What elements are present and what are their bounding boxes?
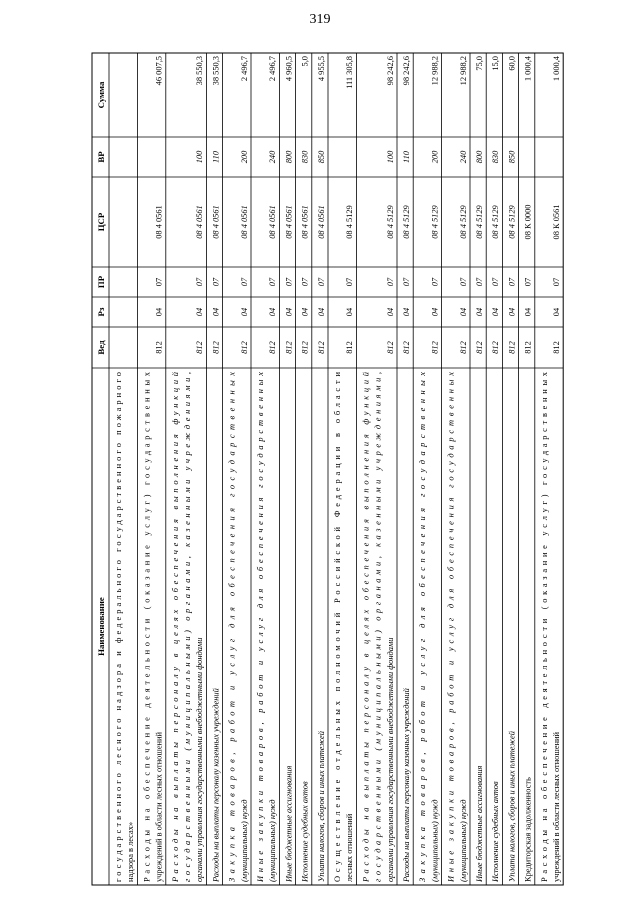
row-ved: 812 (154, 341, 164, 354)
row-pr: 07 (154, 277, 164, 287)
row-sum: 2 496,7 (239, 56, 249, 82)
table-row (402, 56, 411, 883)
table-rotated-group (92, 53, 563, 885)
row-sum: 60,0 (507, 56, 517, 71)
table-row (114, 372, 135, 882)
row-sum: 4 960,5 (284, 56, 294, 82)
row-rz: 04 (385, 307, 395, 317)
row-name-text: Расходы на обеспечение деятельности (оказание услуг) государственных (539, 372, 549, 882)
row-name-text: Расходы на выплаты персоналу казенных учреждений (402, 688, 411, 882)
row-name-text: Иные бюджетные ассигнования (475, 765, 484, 882)
column-header-vr: ВР (96, 151, 106, 163)
row-name-text: Исполнение судебных актов (491, 781, 501, 882)
row-rz: 04 (552, 307, 561, 317)
row-vr: 240 (268, 150, 278, 164)
row-ved: 812 (211, 341, 221, 354)
row-csr: 08 4 5129 (507, 205, 517, 239)
row-vr: 110 (402, 151, 411, 163)
column-header-sum: Сумма (96, 81, 106, 109)
row-name-text: государственными (муниципальными) органами, казенными учреждениями, (183, 371, 192, 882)
table-row (507, 56, 516, 882)
row-vr: 240 (458, 150, 468, 164)
row-sum: 1 000,4 (552, 56, 561, 82)
row-csr: 08 К 0561 (552, 204, 561, 240)
row-ved: 812 (345, 341, 355, 354)
row-rz: 04 (491, 307, 501, 317)
row-pr: 07 (284, 277, 294, 287)
row-ved: 812 (316, 341, 326, 354)
row-rz: 04 (475, 307, 484, 317)
row-name-text: Иные закупки товаров, работ и услуг для обеспечения государственных (446, 372, 456, 882)
row-sum: 75,0 (475, 56, 484, 71)
row-pr: 07 (507, 277, 517, 287)
row-sum: 12 988,2 (458, 56, 468, 86)
row-pr: 07 (552, 277, 561, 287)
row-pr: 07 (430, 277, 440, 287)
row-pr: 07 (211, 277, 221, 287)
row-rz: 04 (154, 307, 164, 317)
row-rz: 04 (268, 307, 278, 317)
row-sum: 4 955,5 (316, 56, 326, 82)
row-csr: 08 4 5129 (385, 205, 395, 239)
row-csr: 08 4 0561 (239, 205, 249, 239)
row-name-text: органами управления государственными внебюджетными фондами (195, 637, 205, 882)
row-name-text: Расходы на выплаты персоналу в целях обеспечения выполнения функций (170, 371, 180, 882)
row-pr: 07 (316, 277, 326, 287)
row-pr: 07 (402, 277, 411, 287)
row-name-text: (муниципальных) нужд (430, 799, 440, 882)
row-csr: 08 К 0000 (523, 204, 533, 240)
row-pr: 07 (239, 277, 249, 287)
row-name-text: (муниципальных) нужд (458, 799, 468, 882)
row-pr: 07 (458, 277, 468, 287)
row-csr: 08 4 0561 (300, 205, 310, 239)
table-row (524, 55, 533, 882)
column-header-pr: ПР (96, 275, 106, 289)
column-header-csr: ЦСР (96, 212, 106, 232)
row-csr: 08 4 0561 (268, 205, 278, 239)
row-csr: 08 4 5129 (345, 205, 355, 239)
row-name-text: Уплата налогов, сборов и иных платежей (316, 731, 326, 882)
row-sum: 5,0 (300, 56, 310, 67)
row-csr: 08 4 5129 (491, 205, 501, 239)
row-pr: 07 (475, 277, 484, 287)
table-row (540, 55, 561, 882)
table-row (301, 56, 310, 883)
row-name-text: (муниципальных) нужд (239, 799, 249, 882)
row-ved: 812 (552, 341, 561, 354)
row-sum: 111 305,8 (345, 56, 355, 89)
row-name-text: Кредиторская задолженность (523, 777, 533, 882)
row-sum: 98 242,6 (402, 56, 411, 86)
row-name-text: Закупка товаров, работ и услуг для обеспечения государственных (418, 371, 428, 882)
row-ved: 812 (458, 341, 468, 354)
table-row (475, 56, 484, 883)
row-ved: 812 (430, 341, 440, 354)
row-name-text: надзора в лесах» (126, 821, 136, 882)
row-csr: 08 4 5129 (458, 205, 468, 239)
row-csr: 08 4 0561 (284, 205, 294, 239)
row-name-text: государственного лесного надзора и федерального государственного пожарного (114, 372, 123, 882)
row-name-text: Осуществление отдельных полномочий Российской Федерации в области (333, 372, 342, 882)
row-csr: 08 4 5129 (430, 205, 440, 239)
row-sum: 38 550,3 (211, 56, 221, 86)
row-sum: 2 496,7 (268, 56, 278, 82)
row-rz: 04 (211, 307, 221, 317)
row-vr: 110 (211, 151, 221, 163)
row-ved: 812 (523, 341, 533, 354)
table-row (142, 56, 163, 882)
row-sum: 38 550,3 (195, 56, 205, 86)
row-pr: 07 (491, 277, 501, 287)
row-rz: 04 (430, 307, 440, 317)
table-row (228, 56, 249, 882)
table-row (256, 56, 277, 883)
row-rz: 04 (458, 307, 468, 317)
row-csr: 08 4 0561 (154, 205, 164, 239)
column-header-name: Наименование (96, 597, 106, 656)
row-ved: 812 (195, 341, 205, 354)
row-name-text: Иные закупки товаров, работ и услуг для обеспечения государственных (256, 372, 265, 882)
row-name-text: Расходы на обеспечение деятельности (оказание услуг) государственных (142, 372, 152, 882)
row-name-text: органами управления государственными внебюджетными фондами (385, 637, 395, 882)
table-row (284, 56, 293, 883)
row-name-text: лесных отношений (345, 813, 355, 882)
row-vr: 200 (430, 150, 440, 164)
row-csr: 08 4 0561 (211, 205, 221, 239)
row-ved: 812 (491, 341, 501, 354)
row-rz: 04 (284, 307, 294, 317)
row-sum: 12 988,2 (430, 56, 440, 86)
row-rz: 04 (300, 307, 310, 317)
row-ved: 812 (239, 341, 249, 354)
row-sum: 46 007,5 (154, 56, 164, 86)
row-vr: 850 (507, 150, 517, 164)
page-number: 319 (309, 12, 331, 27)
row-name-text: (муниципальных) нужд (268, 799, 278, 882)
table-row (171, 56, 204, 883)
row-ved: 812 (475, 341, 484, 354)
row-rz: 04 (523, 307, 533, 317)
row-ved: 812 (402, 341, 411, 354)
row-name-text: Расходы на выплаты персоналу в целях обеспечения выполнения функций (361, 371, 371, 882)
table-row (211, 56, 220, 883)
row-csr: 08 4 5129 (402, 205, 411, 239)
table-row (361, 56, 394, 883)
row-csr: 08 4 5129 (475, 205, 484, 239)
row-csr: 08 4 0561 (316, 205, 326, 239)
row-ved: 812 (268, 341, 278, 354)
row-ved: 812 (284, 341, 294, 354)
row-name-text: Расходы на выплаты персоналу казенных учреждений (211, 688, 221, 882)
row-csr: 08 4 0561 (195, 205, 205, 239)
row-name-text: Иные бюджетные ассигнования (284, 765, 294, 882)
row-pr: 07 (300, 277, 310, 287)
row-pr: 07 (268, 277, 278, 287)
row-name-text: учреждений в области лесных отношений (154, 732, 164, 882)
row-rz: 04 (345, 307, 355, 317)
row-vr: 200 (239, 150, 249, 164)
row-sum: 15,0 (491, 56, 501, 71)
row-rz: 04 (402, 307, 411, 317)
row-sum: 1 000,4 (523, 56, 533, 82)
row-ved: 812 (385, 341, 395, 354)
table-row (333, 56, 354, 882)
row-vr: 800 (284, 150, 294, 164)
row-name-text: Уплата налогов, сборов и иных платежей (507, 731, 517, 882)
row-name-text: учреждений в области лесных отношений (552, 732, 561, 882)
row-pr: 07 (345, 277, 355, 287)
row-ved: 812 (300, 341, 310, 354)
table-row (317, 56, 326, 882)
row-name-text: Исполнение судебных актов (300, 781, 310, 882)
row-vr: 100 (385, 150, 395, 164)
row-pr: 07 (523, 277, 533, 287)
row-sum: 98 242,6 (385, 56, 395, 86)
row-rz: 04 (316, 307, 326, 317)
row-pr: 07 (195, 277, 205, 287)
row-ved: 812 (507, 341, 517, 354)
row-vr: 100 (195, 150, 205, 164)
row-rz: 04 (195, 307, 205, 317)
row-name-text: государственными (муниципальными) органами, казенными учреждениями, (373, 371, 383, 882)
table-row (447, 56, 468, 883)
column-header-rz: Рз (96, 307, 106, 317)
row-name-text: Закупка товаров, работ и услуг для обеспечения государственных (227, 371, 237, 882)
table-row (491, 56, 500, 883)
row-rz: 04 (239, 307, 249, 317)
row-vr: 830 (491, 150, 501, 164)
table-row (418, 56, 439, 882)
column-header-ved: Вед (96, 340, 106, 355)
row-vr: 830 (300, 150, 310, 164)
row-rz: 04 (507, 307, 517, 317)
row-pr: 07 (385, 277, 395, 287)
row-vr: 850 (316, 150, 326, 164)
row-vr: 800 (475, 150, 484, 164)
